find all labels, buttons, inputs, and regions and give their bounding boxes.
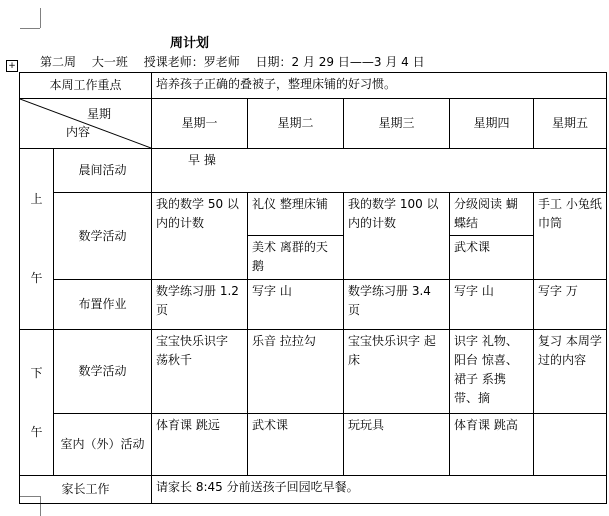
morning-activity-label: 晨间活动 <box>54 149 152 193</box>
homework-mon-cell: 数学练习册 1.2 页 <box>152 280 248 330</box>
pm-wed-cell: 宝宝快乐识字 起床 <box>344 330 450 414</box>
day-header-thu: 星期四 <box>450 99 534 149</box>
parent-work-text: 请家长 8:45 分前送孩子回园吃早餐。 <box>152 476 607 504</box>
math-activity-label-1: 数学活动 <box>54 193 152 280</box>
homework-wed-cell: 数学练习册 3.4 页 <box>344 280 450 330</box>
crop-mark <box>40 8 41 28</box>
pm-mon-cell: 宝宝快乐识字 荡秋千 <box>152 330 248 414</box>
week-label: 第二周 <box>40 55 77 69</box>
pm-tue-cell: 乐音 拉拉勾 <box>248 330 344 414</box>
crop-mark <box>20 28 40 29</box>
header-line <box>40 53 437 70</box>
indoor-fri-cell <box>534 414 607 476</box>
corner-header <box>20 99 152 149</box>
math-mon-cell: 我的数学 50 以内的计数 <box>152 193 248 280</box>
day-header-mon: 星期一 <box>152 99 248 149</box>
corner-bottom-label: 内容 <box>66 125 91 139</box>
homework-label: 布置作业 <box>54 280 152 330</box>
week-plan-table <box>19 72 607 504</box>
homework-fri-cell: 写字 万 <box>534 280 607 330</box>
table-move-handle-icon[interactable]: + <box>6 60 18 72</box>
indoor-mon-cell: 体育课 跳远 <box>152 414 248 476</box>
class-label: 大一班 <box>91 55 128 69</box>
focus-text: 培养孩子正确的叠被子，整理床铺的好习惯。 <box>152 73 607 99</box>
page-title: 周计划 <box>170 36 210 51</box>
day-header-tue: 星期二 <box>248 99 344 149</box>
indoor-wed-cell: 玩玩具 <box>344 414 450 476</box>
day-header-wed: 星期三 <box>344 99 450 149</box>
indoor-activity-label: 室内（外）活动 <box>54 414 152 476</box>
math-thu-cell: 分级阅读 蝴蝶结 <box>450 193 534 236</box>
focus-label: 本周工作重点 <box>20 73 152 99</box>
morning-activity-text: 早 操 <box>152 149 607 193</box>
day-header-fri: 星期五 <box>534 99 607 149</box>
pm-fri-cell: 复习 本周学过的内容 <box>534 330 607 414</box>
corner-top-label: 星期 <box>87 107 112 121</box>
indoor-tue-cell: 武术课 <box>248 414 344 476</box>
math-wed-cell: 我的数学 100 以内的计数 <box>344 193 450 280</box>
wushu-thu-cell: 武术课 <box>450 236 534 280</box>
homework-tue-cell: 写字 山 <box>248 280 344 330</box>
homework-thu-cell: 写字 山 <box>450 280 534 330</box>
morning-section-label: 上 午 <box>20 149 54 330</box>
pm-thu-cell: 识字 礼物、阳台 惊喜、裙子 系携带、摘 <box>450 330 534 414</box>
art-tue-cell: 美术 离群的天鹅 <box>248 236 344 280</box>
pm-math-label: 数学活动 <box>54 330 152 414</box>
indoor-thu-cell: 体育课 跳高 <box>450 414 534 476</box>
parent-work-label: 家长工作 <box>20 476 152 504</box>
date-label: 日期：2 月 29 日——3 月 4 日 <box>255 55 425 69</box>
afternoon-section-label: 下 午 <box>20 330 54 476</box>
math-tue-cell: 礼仪 整理床铺 <box>248 193 344 236</box>
teacher-label: 授课老师：罗老师 <box>143 55 240 69</box>
math-fri-cell: 手工 小兔纸巾筒 <box>534 193 607 280</box>
